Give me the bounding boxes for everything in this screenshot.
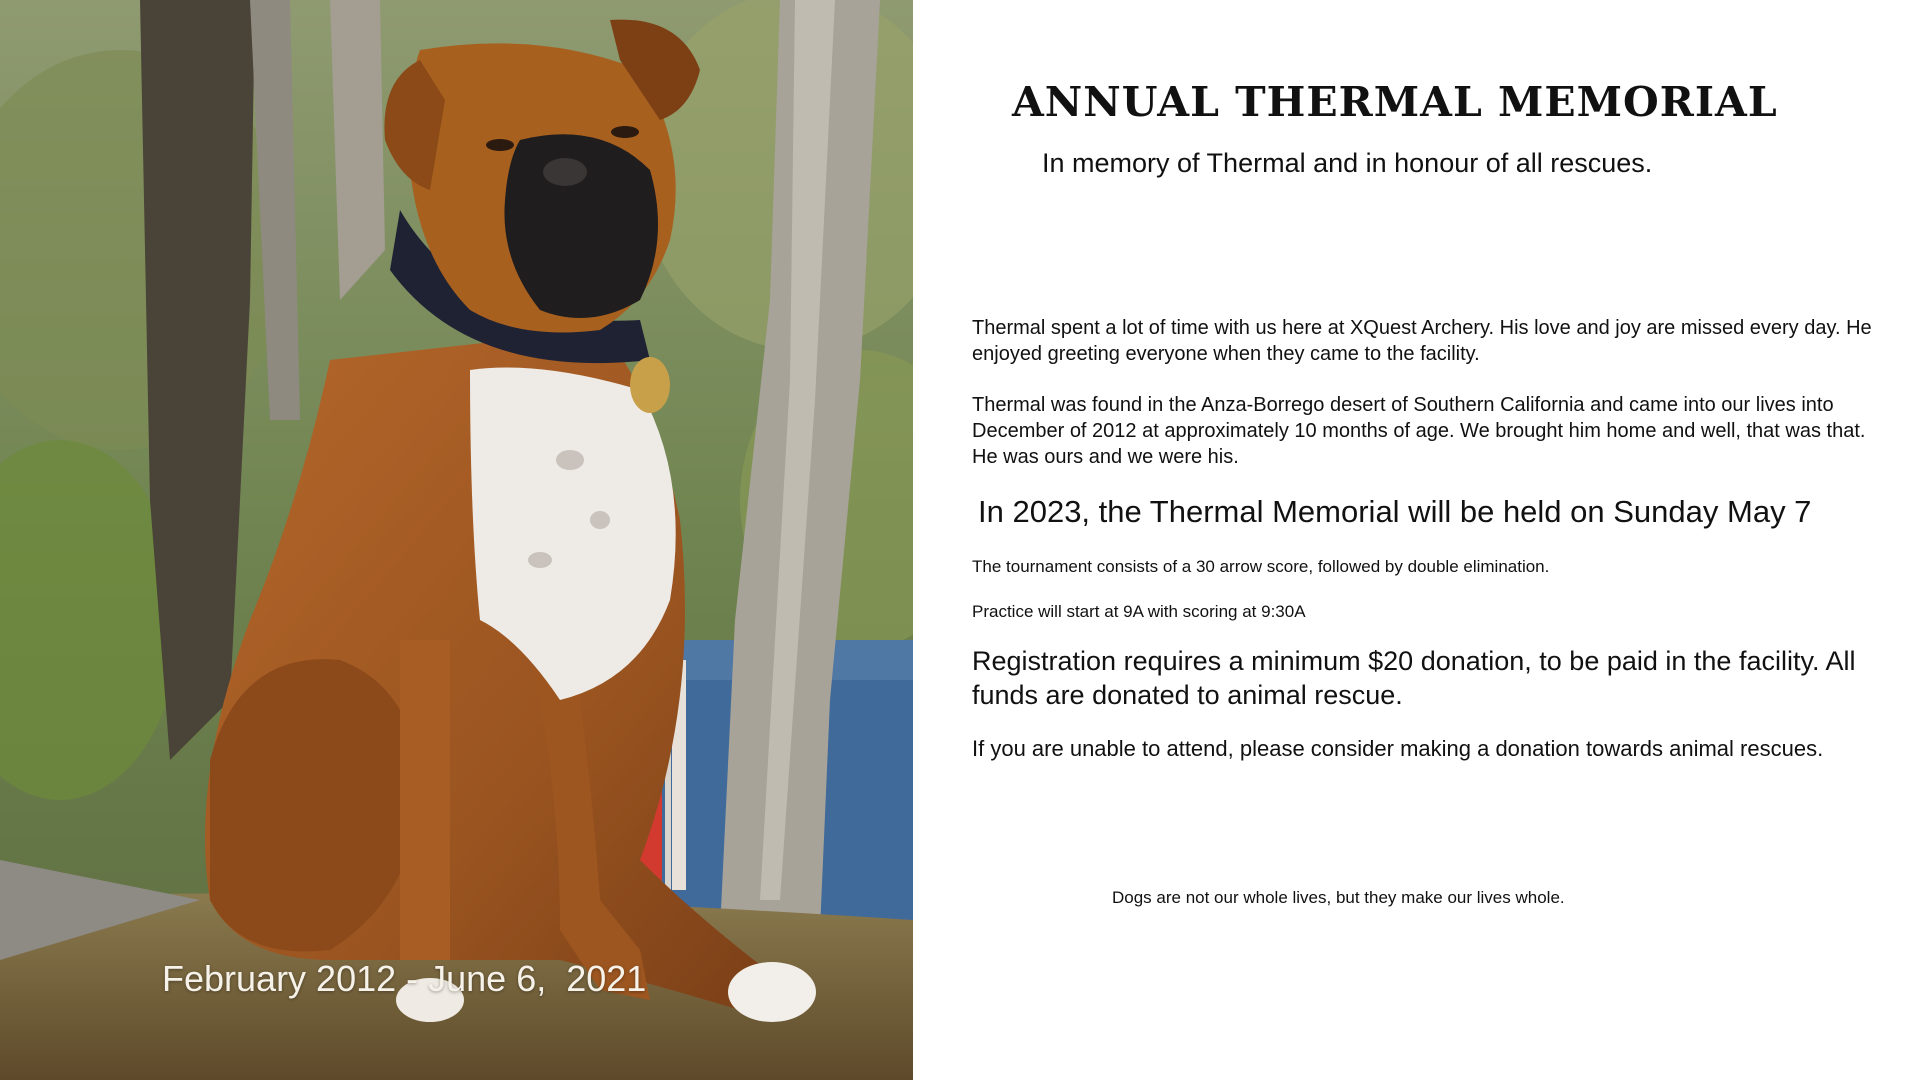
page-subtitle: In memory of Thermal and in honour of all rescues. xyxy=(1042,148,1653,178)
donation-note: If you are unable to attend, please consider making a donation towards animal rescues. xyxy=(972,736,1824,761)
practice-schedule: Practice will start at 9A with scoring at 9:30A xyxy=(972,602,1306,621)
story-paragraph-2: Thermal was found in the Anza-Borrego desert of Southern California and came into our lives into December of 2012 at approximately 10 months of age. We brought him home and well, that was that. He was ours and we were his. xyxy=(972,394,1866,468)
closing-quote: Dogs are not our whole lives, but they make our lives whole. xyxy=(1112,888,1565,907)
story-paragraph-1: Thermal spent a lot of time with us here at XQuest Archery. His love and joy are missed every day. He enjoyed greeting everyone when they came to the facility. xyxy=(972,317,1872,365)
page-title: ANNUAL THERMAL MEMORIAL xyxy=(1012,78,1778,126)
tournament-format: The tournament consists of a 30 arrow score, followed by double elimination. xyxy=(972,557,1550,576)
boxer-dog-illustration xyxy=(0,0,913,1080)
memorial-photo xyxy=(0,0,913,1080)
registration-info: Registration requires a minimum $20 donation, to be paid in the facility. All funds are donated to animal rescue. xyxy=(972,646,1856,710)
event-announcement: In 2023, the Thermal Memorial will be held on Sunday May 7 xyxy=(978,494,1812,529)
life-dates-caption: February 2012 - June 6, 2021 xyxy=(162,958,647,999)
